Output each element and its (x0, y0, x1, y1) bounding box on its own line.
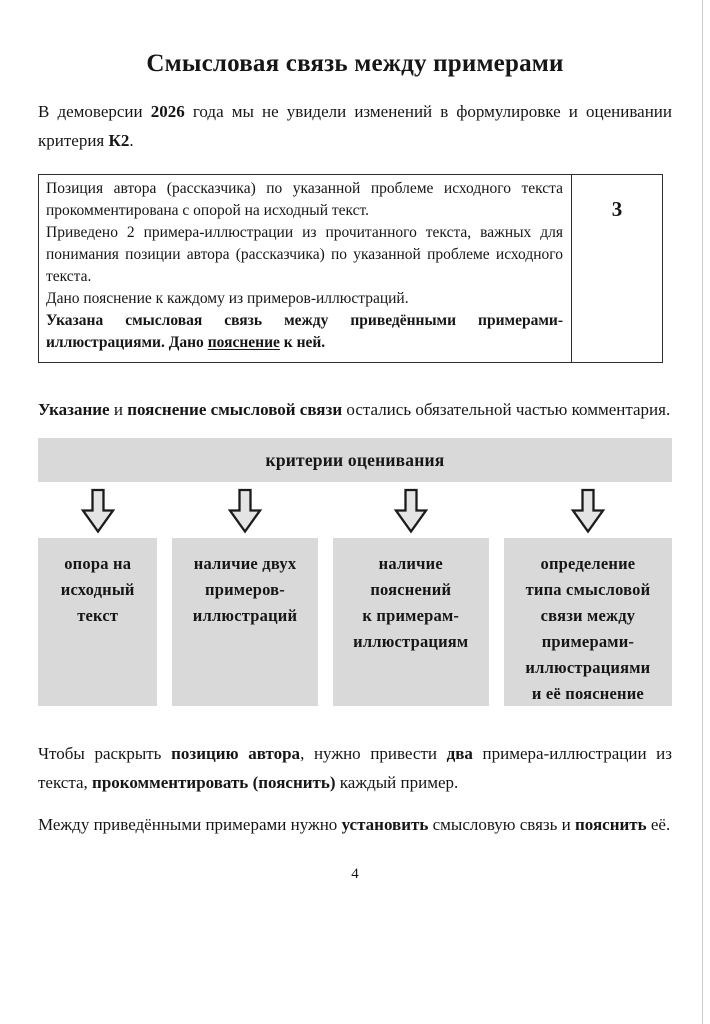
criteria-description-cell (39, 175, 572, 363)
criteria-box-row (38, 538, 672, 706)
score-value: 3 (611, 197, 623, 221)
criteria-box-explanations: наличие пояснений к примерам- иллюстрациям (333, 538, 489, 706)
criteria-table (38, 174, 663, 363)
criteria-paragraph-3: Дано пояснение к каждому из примеров-иллюстраций. (46, 290, 409, 307)
criteria-paragraph-4: Указана смысловая связь между приведёнными примерами-иллюстрациями. Дано пояснение к ней. (46, 312, 563, 351)
criteria-paragraph-1: Позиция автора (рассказчика) по указанной проблеме исходного текста прокомментирована с опорой на исходный текст. (46, 180, 563, 219)
criteria-box-source-text: опора на исходный текст (38, 538, 157, 706)
arrow-cell-2 (172, 482, 317, 538)
arrow-cell-4 (504, 482, 672, 538)
criteria-score-cell (572, 175, 663, 363)
down-arrow-icon (80, 488, 116, 534)
summary-paragraph: Указание и пояснение смысловой связи остались обязательной частью комментария. (38, 400, 671, 419)
criteria-box-two-examples: наличие двух примеров- иллюстраций (172, 538, 317, 706)
page-title: Смысловая связь между примерами (146, 50, 564, 77)
arrow-row (38, 482, 672, 538)
down-arrow-icon (227, 488, 263, 534)
conclusion-paragraph-1: Чтобы раскрыть позицию автора, нужно привести два примера-иллюстрации из текста, прокомментировать (пояснить) каждый пример. (38, 744, 672, 792)
page-right-edge (702, 0, 703, 1024)
criteria-table-row (39, 175, 663, 363)
diagram-header: критерии оценивания (38, 438, 672, 482)
down-arrow-icon (393, 488, 429, 534)
down-arrow-icon (570, 488, 606, 534)
arrow-cell-1 (38, 482, 157, 538)
criteria-box-connection-type: определение типа смысловой связи между примерами- иллюстрациями и её пояснение (504, 538, 672, 706)
criteria-paragraph-2: Приведено 2 примера-иллюстрации из прочитанного текста, важных для понимания позиции автора (рассказчика) по указанной проблеме исходного текста. (46, 224, 563, 285)
page-number: 4 (351, 866, 359, 882)
conclusion-paragraph-2: Между приведёнными примерами нужно установить смысловую связь и пояснить её. (38, 815, 671, 834)
intro-paragraph: В демоверсии 2026 года мы не увидели изменений в формулировке и оценивании критерия К2. (38, 102, 672, 150)
arrow-cell-3 (333, 482, 489, 538)
criteria-diagram (38, 438, 672, 706)
